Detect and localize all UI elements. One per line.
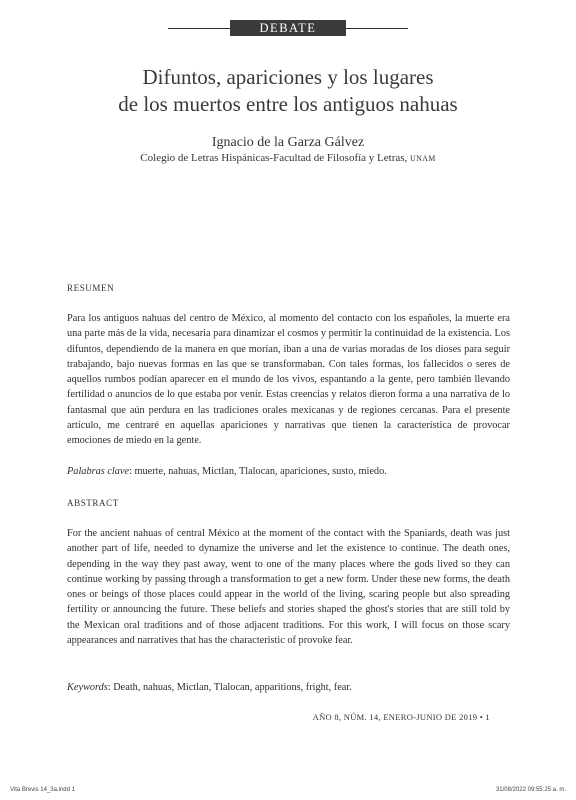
section-tag: DEBATE: [230, 20, 346, 36]
banner-rule-right: [346, 28, 408, 29]
resumen-body: Para los antiguos nahuas del centro de México, al momento del contacto con los españoles, la muerte era una parte más de la vida, necesaria para dinamizar el cosmos y permitir la continuidad de la existencia. Los difuntos, dependiendo de la manera en que morían, iban a una de varias moradas de los dioses para seguir trabajando, bajo nuevas formas en las que se transformaban. Con tales formas, los fallecidos o seres de aquellos rumbos podían aparecer en el mundo de los vivos, espantando a la gente, pero también llevando fertilidad o anuncios de lo que estaba por venir. Estas creencias y relatos dieron forma a una narrativa de lo fantasmal que aún perdura en las tradiciones orales mexicanas y de regiones cercanas. Para el presente artículo, me centraré en aquellas apariciones y narrativas que tienen la característica de provocar emociones de miedo en la gente.: [67, 313, 510, 447]
keywords: [67, 682, 510, 693]
resumen-heading: RESUMEN: [67, 283, 115, 293]
palabras-clave: [67, 466, 510, 477]
abstract-body: For the ancient nahuas of central México at the moment of the contact with the Spaniards, death was just another part of life, needed to dynamize the universe and let the existence to continue. The death ones, depending in the way they past away, went to one of the many places where the gods lived so they can continue working by passing through a transformation to get a new form. Under these new forms, the death ones or beings of those places could appear in the world of the living, scaring people but also spreading fertility or announcing the future. These beliefs and stories shaped the ghost's stories that are still told by the Mexican oral traditions and of those adjacent traditions. For this work, I will focus on those scary appearances and narratives that has the characteristic of provoke fear.: [67, 528, 510, 647]
affiliation-text: Colegio de Letras Hispánicas-Facultad de Filosofía y Letras,: [140, 152, 411, 164]
article-title-line-2: de los muertos entre los antiguos nahuas: [118, 92, 458, 116]
palabras-clave-list: : muerte, nahuas, Mictlan, Tlalocan, apariciones, susto, miedo.: [129, 466, 387, 477]
keywords-label: Keywords: [67, 682, 108, 693]
page-footer: AÑO 8, NÚM. 14, ENERO-JUNIO DE 2019 • 1: [312, 712, 490, 722]
article-title: [40, 64, 536, 118]
author-name: Ignacio de la Garza Gálvez: [211, 135, 365, 150]
affiliation-institution: UNAM: [410, 154, 436, 163]
author-affiliation: [40, 152, 536, 164]
abstract-heading: ABSTRACT: [67, 498, 119, 508]
palabras-clave-label: Palabras clave: [67, 466, 130, 477]
banner-rule-left: [168, 28, 230, 29]
section-banner: [168, 20, 408, 36]
print-slug-left: Vita Brevis 14_3a.indd 1: [10, 787, 75, 793]
article-title-line-1: Difuntos, apariciones y los lugares: [142, 65, 434, 89]
print-slug-right: 31/08/2022 09:55:25 a. m.: [495, 787, 566, 793]
keywords-list: : Death, nahuas, Mictlan, Tlalocan, apparitions, fright, fear.: [107, 682, 352, 693]
